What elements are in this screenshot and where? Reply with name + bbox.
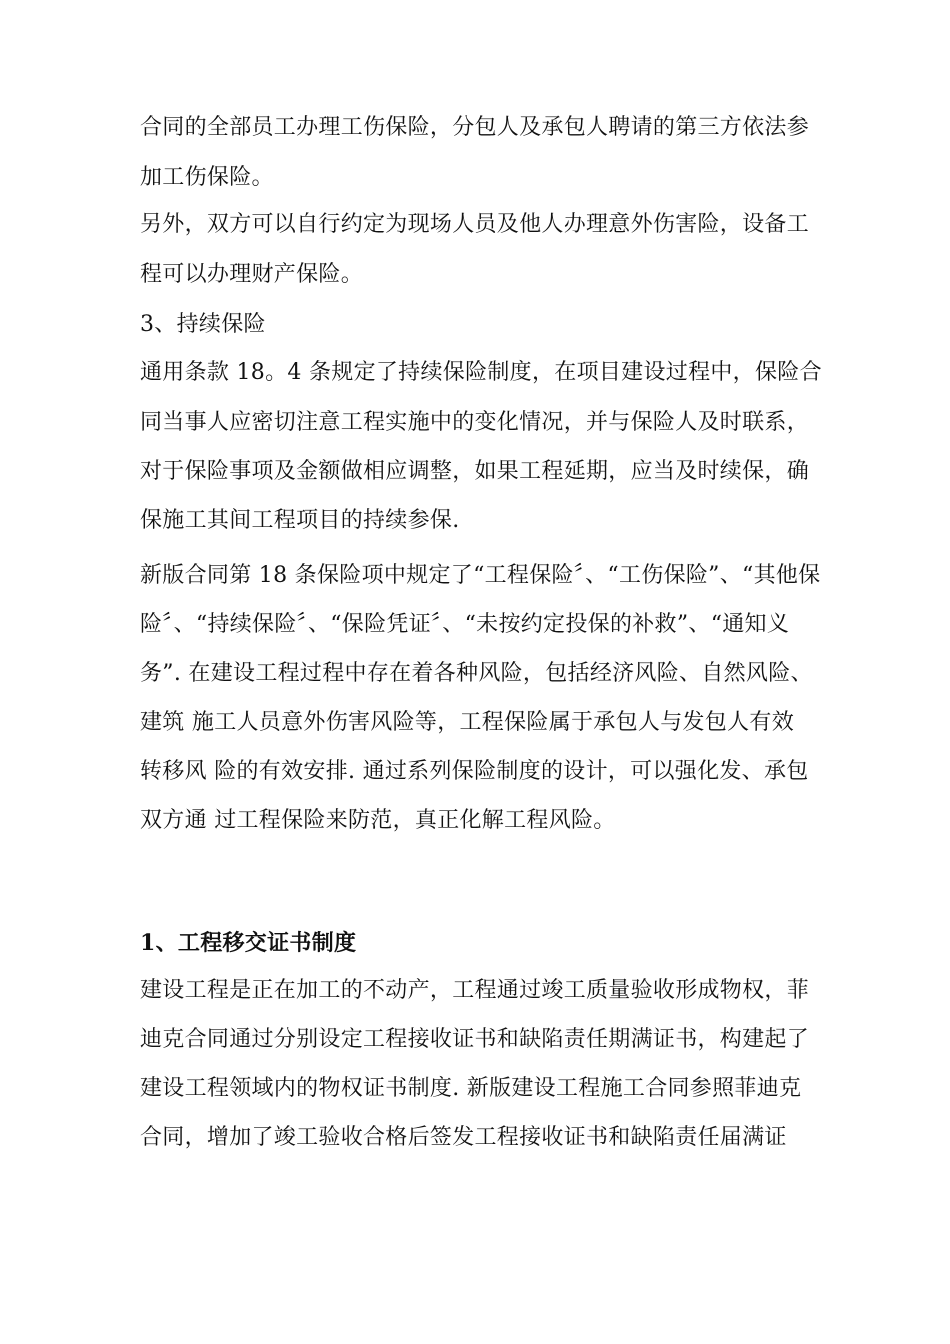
text-line: 合同，增加了竣工验收合格后签发工程接收证书和缺陷责任届满证 bbox=[140, 1125, 787, 1150]
text-line: 保施工其间工程项目的持续参保. bbox=[140, 508, 460, 533]
text-line: 转移风 险的有效安排. 通过系列保险制度的设计，可以强化发、承包 bbox=[140, 759, 809, 784]
section-heading-bold: 1、工程移交证书制度 bbox=[140, 930, 357, 956]
text-line: 建设工程是正在加工的不动产，工程通过竣工质量验收形成物权，菲 bbox=[140, 978, 810, 1003]
text-line: 迪克合同通过分别设定工程接收证书和缺陷责任期满证书，构建起了 bbox=[140, 1027, 810, 1052]
text-line: 险〞、“持续保险〞、“保险凭证〞、“未按约定投保的补救”、“通知义 bbox=[140, 612, 790, 637]
text-line: 通用条款 18。4 条规定了持续保险制度，在项目建设过程中，保险合 bbox=[140, 360, 822, 385]
text-line: 双方通 过工程保险来防范，真正化解工程风险。 bbox=[140, 808, 616, 833]
section-heading: 3、持续保险 bbox=[140, 312, 266, 337]
text-line: 建筑 施工人员意外伤害风险等，工程保险属于承包人与发包人有效 bbox=[140, 710, 794, 735]
text-line: 程可以办理财产保险。 bbox=[140, 262, 364, 287]
text-line: 另外，双方可以自行约定为现场人员及他人办理意外伤害险，设备工 bbox=[140, 212, 810, 237]
text-line: 建设工程领域内的物权证书制度. 新版建设工程施工合同参照菲迪克 bbox=[140, 1076, 802, 1101]
text-line: 合同的全部员工办理工伤保险，分包人及承包人聘请的第三方依法参 bbox=[140, 115, 810, 140]
text-line: 务”. 在建设工程过程中存在着各种风险，包括经济风险、自然风险、 bbox=[140, 661, 813, 686]
text-line: 同当事人应密切注意工程实施中的变化情况，并与保险人及时联系， bbox=[140, 410, 810, 435]
text-line: 新版合同第 18 条保险项中规定了“工程保险〞、“工伤保险”、“其他保 bbox=[140, 563, 821, 588]
text-line: 加工伤保险。 bbox=[140, 165, 274, 190]
text-line: 对于保险事项及金额做相应调整，如果工程延期，应当及时续保，确 bbox=[140, 459, 810, 484]
